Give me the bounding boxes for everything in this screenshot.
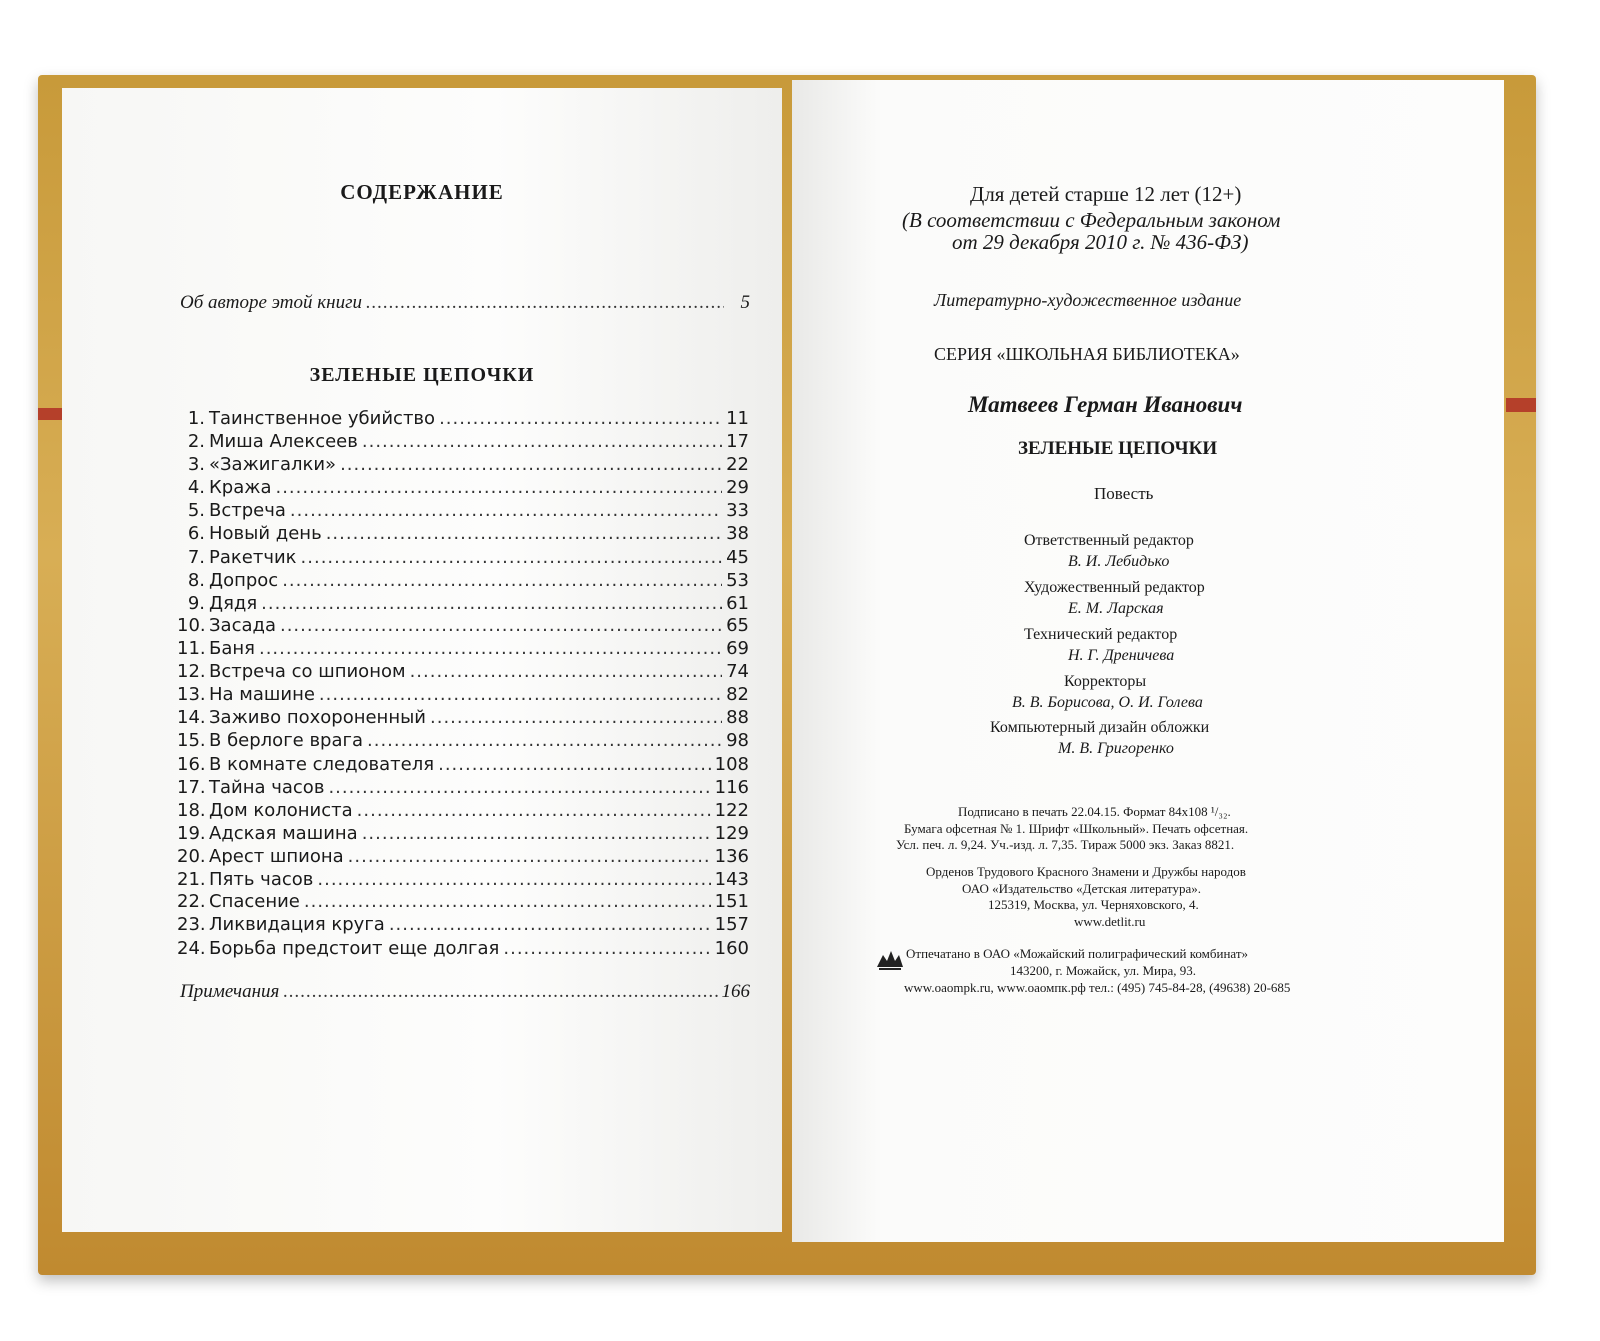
toc-chapter-page: 136 bbox=[714, 846, 749, 867]
toc-chapter-number: 23. bbox=[177, 914, 206, 935]
publisher-line: www.detlit.ru bbox=[1074, 914, 1146, 929]
toc-chapter-number: 19. bbox=[177, 823, 206, 844]
toc-chapter-row[interactable] bbox=[177, 615, 749, 639]
toc-chapter-title: Новый день bbox=[209, 523, 322, 544]
series-title: СЕРИЯ «ШКОЛЬНАЯ БИБЛИОТЕКА» bbox=[934, 344, 1240, 364]
credit-name: Н. Г. Дреничева bbox=[1068, 647, 1175, 664]
credit-name: В. И. Лебидько bbox=[1068, 553, 1170, 570]
toc-chapter-title: В берлоге врага bbox=[209, 730, 363, 751]
toc-chapter-number: 24. bbox=[177, 938, 206, 959]
toc-about-row[interactable] bbox=[180, 292, 750, 316]
toc-leader-dots bbox=[290, 500, 722, 521]
toc-chapter-row[interactable] bbox=[177, 500, 749, 524]
toc-chapter-page: 151 bbox=[714, 891, 749, 912]
toc-chapter-row[interactable] bbox=[177, 914, 749, 938]
toc-leader-dots bbox=[389, 914, 711, 935]
toc-leader-dots bbox=[301, 547, 723, 568]
toc-chapter-title: Адская машина bbox=[209, 823, 358, 844]
toc-chapter-page: 157 bbox=[714, 914, 749, 935]
toc-chapter-page: 53 bbox=[726, 570, 749, 591]
toc-chapter-title: Заживо похороненный bbox=[209, 707, 427, 728]
toc-chapter-row[interactable] bbox=[177, 777, 749, 801]
toc-chapter-row[interactable] bbox=[177, 869, 749, 893]
print-info-line: Бумага офсетная № 1. Шрифт «Школьный». Печать офсетная. bbox=[904, 821, 1249, 836]
toc-leader-dots bbox=[259, 638, 722, 659]
toc-leader-dots bbox=[439, 408, 722, 429]
toc-chapter-title: В комнате следователя bbox=[209, 754, 435, 775]
toc-leader-dots bbox=[362, 431, 722, 452]
toc-chapter-title: Баня bbox=[209, 638, 255, 659]
toc-chapter-row[interactable] bbox=[177, 570, 749, 594]
toc-chapter-row[interactable] bbox=[177, 593, 749, 617]
toc-leader-dots bbox=[275, 477, 722, 498]
toc-leader-dots bbox=[348, 846, 711, 867]
toc-chapter-title: На машине bbox=[209, 684, 315, 705]
publisher-line: ОАО «Издательство «Детская литература». bbox=[962, 881, 1201, 896]
left-page bbox=[62, 88, 782, 1232]
credit-role: Художественный редактор bbox=[1024, 579, 1205, 596]
law-line-2: от 29 декабря 2010 г. № 436-ФЗ) bbox=[952, 230, 1249, 254]
toc-chapter-number: 18. bbox=[177, 800, 206, 821]
toc-leader-dots bbox=[340, 454, 722, 475]
toc-leader-dots bbox=[282, 570, 722, 591]
toc-leader-dots bbox=[503, 938, 710, 959]
printer-line: Отпечатано в ОАО «Можайский полиграфический комбинат» bbox=[906, 946, 1249, 961]
toc-leader-dots bbox=[366, 292, 724, 314]
toc-leader-dots bbox=[319, 684, 722, 705]
toc-chapter-page: 98 bbox=[726, 730, 749, 751]
toc-chapter-row[interactable] bbox=[177, 431, 749, 455]
toc-about-title: Об авторе этой книги bbox=[180, 292, 363, 313]
toc-chapter-page: 143 bbox=[714, 869, 749, 890]
toc-chapter-number: 15. bbox=[177, 730, 206, 751]
toc-chapter-number: 17. bbox=[177, 777, 206, 798]
age-rating: Для детей старше 12 лет (12+) bbox=[970, 182, 1242, 206]
toc-chapter-page: 22 bbox=[726, 454, 749, 475]
toc-chapter-title: Встреча со шпионом bbox=[209, 661, 406, 682]
toc-chapter-title: Арест шпиона bbox=[209, 846, 344, 867]
toc-chapter-row[interactable] bbox=[177, 477, 749, 501]
print-info-line: Подписано в печать 22.04.15. Формат 84х108 ¹/₃₂. bbox=[958, 804, 1231, 819]
toc-chapter-title: Ракетчик bbox=[209, 547, 297, 568]
toc-leader-dots bbox=[317, 869, 710, 890]
toc-chapter-title: Спасение bbox=[209, 891, 300, 912]
toc-chapter-page: 116 bbox=[714, 777, 749, 798]
toc-chapter-number: 6. bbox=[187, 523, 205, 544]
toc-chapter-page: 69 bbox=[726, 638, 749, 659]
toc-chapter-title: Дом колониста bbox=[209, 800, 353, 821]
toc-chapter-number: 1. bbox=[187, 408, 205, 429]
toc-chapter-row[interactable] bbox=[177, 661, 749, 685]
print-info-line: Усл. печ. л. 9,24. Уч.-изд. л. 7,35. Тираж 5000 экз. Заказ 8821. bbox=[896, 837, 1235, 852]
toc-chapter-row[interactable] bbox=[177, 754, 749, 778]
toc-chapter-row[interactable] bbox=[177, 938, 749, 962]
toc-chapter-page: 160 bbox=[714, 938, 749, 959]
toc-chapter-page: 33 bbox=[726, 500, 749, 521]
toc-leader-dots bbox=[304, 891, 711, 912]
toc-chapter-title: Пять часов bbox=[209, 869, 314, 890]
credit-role: Ответственный редактор bbox=[1024, 532, 1194, 549]
toc-chapter-number: 22. bbox=[177, 891, 206, 912]
genre: Повесть bbox=[1094, 484, 1154, 503]
toc-chapter-number: 13. bbox=[177, 684, 206, 705]
toc-notes-row[interactable] bbox=[180, 981, 750, 1005]
publisher-line: 125319, Москва, ул. Черняховского, 4. bbox=[988, 897, 1199, 912]
toc-chapter-title: Допрос bbox=[209, 570, 279, 591]
toc-leader-dots bbox=[410, 661, 723, 682]
toc-leader-dots bbox=[430, 707, 722, 728]
toc-chapter-page: 38 bbox=[726, 523, 749, 544]
printer-line: 143200, г. Можайск, ул. Мира, 93. bbox=[1010, 963, 1197, 978]
toc-chapter-row[interactable] bbox=[177, 891, 749, 915]
toc-chapter-row[interactable] bbox=[177, 846, 749, 870]
toc-leader-dots bbox=[283, 981, 717, 1003]
toc-chapter-page: 17 bbox=[726, 431, 749, 452]
toc-leader-dots bbox=[328, 777, 710, 798]
toc-section-title: ЗЕЛЕНЫЕ ЦЕПОЧКИ bbox=[309, 364, 535, 386]
toc-chapter-page: 45 bbox=[726, 547, 749, 568]
toc-chapter-number: 21. bbox=[177, 869, 206, 890]
toc-chapter-row[interactable] bbox=[177, 408, 749, 432]
toc-leader-dots bbox=[326, 523, 722, 544]
toc-chapter-number: 9. bbox=[187, 593, 205, 614]
credit-name: В. В. Борисова, О. И. Голева bbox=[1012, 694, 1203, 711]
author-name: Матвеев Герман Иванович bbox=[968, 392, 1243, 417]
printer-logo-icon bbox=[875, 945, 905, 971]
toc-notes-title: Примечания bbox=[180, 981, 280, 1002]
edition-type: Литературно-художественное издание bbox=[934, 290, 1242, 310]
toc-chapter-page: 108 bbox=[714, 754, 749, 775]
toc-chapter-row[interactable] bbox=[177, 547, 749, 571]
toc-chapter-title: Дядя bbox=[209, 593, 258, 614]
toc-leader-dots bbox=[261, 593, 722, 614]
toc-chapter-title: «Зажигалки» bbox=[209, 454, 337, 475]
credit-role: Технический редактор bbox=[1024, 626, 1178, 643]
toc-chapter-number: 20. bbox=[177, 846, 206, 867]
toc-chapter-row[interactable] bbox=[177, 730, 749, 754]
toc-chapter-row[interactable] bbox=[177, 684, 749, 708]
toc-chapter-page: 88 bbox=[726, 707, 749, 728]
toc-leader-dots bbox=[357, 800, 711, 821]
toc-chapter-row[interactable] bbox=[177, 638, 749, 662]
toc-about-page: 5 bbox=[740, 292, 750, 313]
toc-chapter-page: 29 bbox=[726, 477, 749, 498]
toc-notes-page: 166 bbox=[721, 981, 750, 1002]
book-title: ЗЕЛЕНЫЕ ЦЕПОЧКИ bbox=[1018, 438, 1218, 459]
toc-chapter-number: 4. bbox=[187, 477, 205, 498]
toc-leader-dots bbox=[438, 754, 711, 775]
toc-chapter-row[interactable] bbox=[177, 800, 749, 824]
toc-chapter-page: 65 bbox=[726, 615, 749, 636]
credit-name: М. В. Григоренко bbox=[1058, 740, 1174, 757]
toc-chapter-title: Миша Алексеев bbox=[209, 431, 358, 452]
toc-leader-dots bbox=[280, 615, 722, 636]
toc-chapter-title: Кража bbox=[209, 477, 272, 498]
toc-chapter-page: 122 bbox=[714, 800, 749, 821]
toc-chapter-page: 82 bbox=[726, 684, 749, 705]
toc-chapter-page: 129 bbox=[714, 823, 749, 844]
toc-leader-dots bbox=[362, 823, 711, 844]
credit-role: Компьютерный дизайн обложки bbox=[990, 719, 1210, 736]
toc-chapter-page: 61 bbox=[726, 593, 749, 614]
toc-chapter-title: Борьба предстоит еще долгая bbox=[209, 938, 500, 959]
toc-chapter-row[interactable] bbox=[177, 707, 749, 731]
toc-chapter-number: 3. bbox=[187, 454, 205, 475]
toc-chapter-number: 14. bbox=[177, 707, 206, 728]
publisher-line: Орденов Трудового Красного Знамени и Дружбы народов bbox=[926, 864, 1246, 879]
toc-chapter-number: 5. bbox=[187, 500, 205, 521]
toc-chapter-number: 10. bbox=[177, 615, 206, 636]
toc-chapter-row[interactable] bbox=[177, 523, 749, 547]
law-line-1: (В соответствии с Федеральным законом bbox=[902, 208, 1281, 232]
toc-chapter-title: Таинственное убийство bbox=[209, 408, 436, 429]
toc-chapter-number: 16. bbox=[177, 754, 206, 775]
toc-chapter-number: 12. bbox=[177, 661, 206, 682]
toc-chapter-title: Тайна часов bbox=[209, 777, 325, 798]
toc-chapter-title: Ликвидация круга bbox=[209, 914, 385, 935]
credit-role: Корректоры bbox=[1064, 673, 1147, 690]
right-page bbox=[792, 80, 1504, 1242]
toc-leader-dots bbox=[367, 730, 722, 751]
toc-heading: СОДЕРЖАНИЕ bbox=[340, 180, 504, 204]
toc-chapter-title: Встреча bbox=[209, 500, 286, 521]
credit-name: Е. М. Ларская bbox=[1068, 600, 1164, 617]
printer-line: www.oaompk.ru, www.оаомпк.рф тел.: (495) 745-84-28, (49638) 20-685 bbox=[904, 980, 1291, 995]
toc-chapter-title: Засада bbox=[209, 615, 276, 636]
toc-chapter-number: 2. bbox=[187, 431, 205, 452]
cover-stripe-right bbox=[1506, 398, 1536, 412]
toc-chapter-row[interactable] bbox=[177, 454, 749, 478]
toc-chapter-number: 8. bbox=[187, 570, 205, 591]
toc-chapter-page: 74 bbox=[726, 661, 749, 682]
toc-chapter-number: 11. bbox=[177, 638, 206, 659]
toc-chapter-row[interactable] bbox=[177, 823, 749, 847]
toc-chapter-page: 11 bbox=[726, 408, 749, 429]
toc-chapter-number: 7. bbox=[187, 547, 205, 568]
